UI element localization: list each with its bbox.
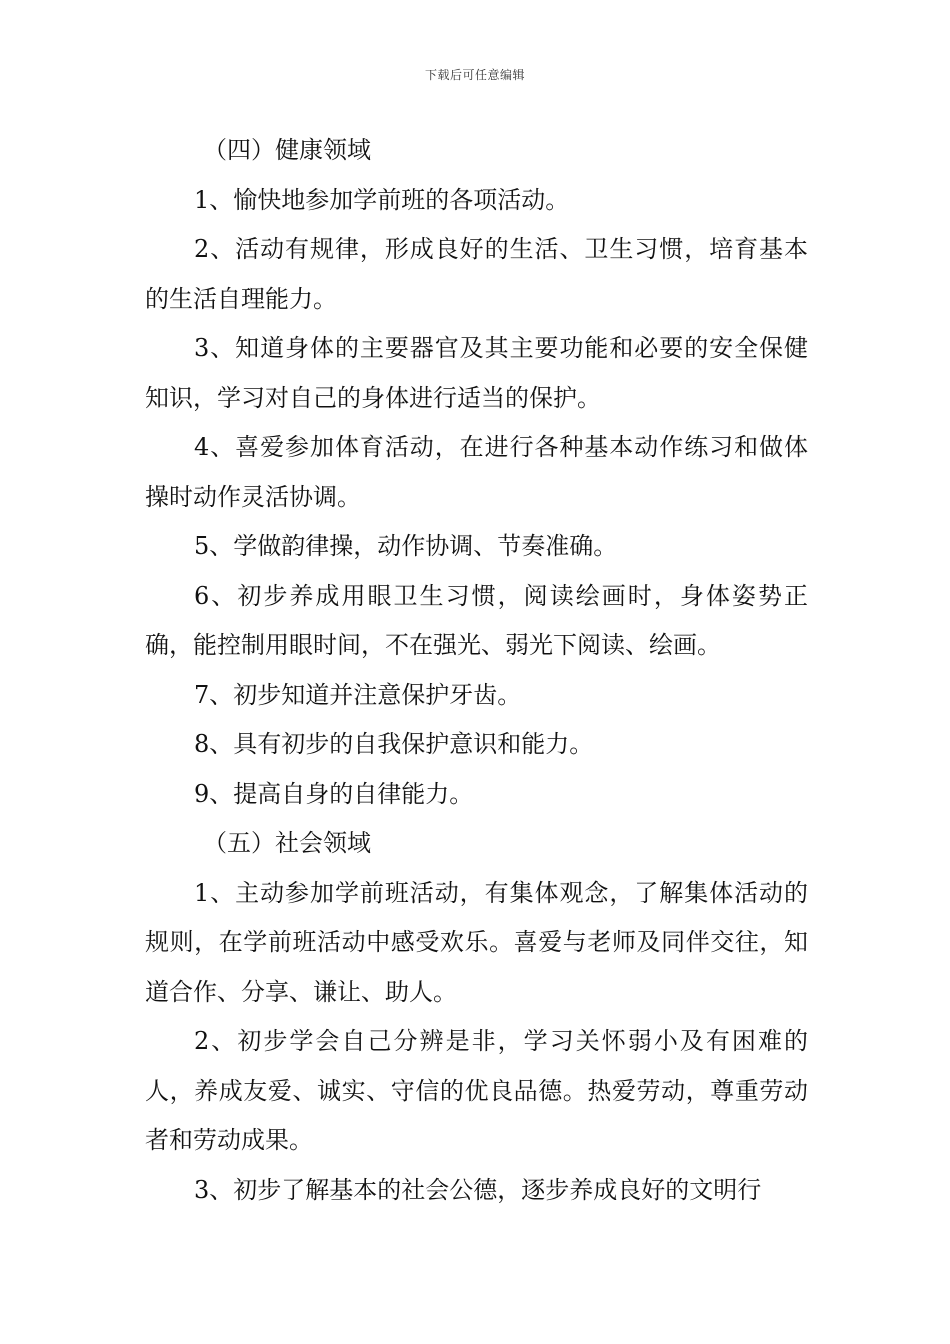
paragraph: 5、学做韵律操，动作协调、节奏准确。 (194, 532, 618, 560)
paragraph: 7、初步知道并注意保护牙齿。 (194, 680, 522, 709)
paragraph: 3、知道身体的主要器官及其主要功能和必要的安全保健知识，学习对自己的身体进行适当的保护。 (145, 334, 808, 412)
paragraph: 9、提高自身的自律能力。 (194, 779, 474, 808)
header-note: 下载后可任意编辑 (424, 68, 525, 82)
paragraph: 2、初步学会自己分辨是非，学习关怀弱小及有困难的人，养成友爱、诚实、守信的优良品德。热爱劳动，尊重劳动者和劳动成果。 (145, 1027, 808, 1154)
paragraph: 2、活动有规律，形成良好的生活、卫生习惯，培育基本的生活自理能力。 (145, 235, 808, 313)
section-heading-society: （五）社会领域 (203, 829, 371, 857)
paragraph: 1、愉快地参加学前班的各项活动。 (194, 185, 570, 214)
paragraph: 3、初步了解基本的社会公德，逐步养成良好的文明行 (194, 1175, 762, 1204)
document-body (145, 126, 808, 1215)
section-heading-health: （四）健康领域 (203, 136, 371, 164)
paragraph: 4、喜爱参加体育活动，在进行各种基本动作练习和做体操时动作灵活协调。 (145, 433, 808, 511)
paragraph: 6、初步养成用眼卫生习惯，阅读绘画时，身体姿势正确，能控制用眼时间，不在强光、弱光下阅读、绘画。 (145, 581, 808, 659)
paragraph: 8、具有初步的自我保护意识和能力。 (194, 730, 594, 758)
paragraph: 1、主动参加学前班活动，有集体观念，了解集体活动的规则，在学前班活动中感受欢乐。喜爱与老师及同伴交往，知道合作、分享、谦让、助人。 (145, 878, 808, 1006)
